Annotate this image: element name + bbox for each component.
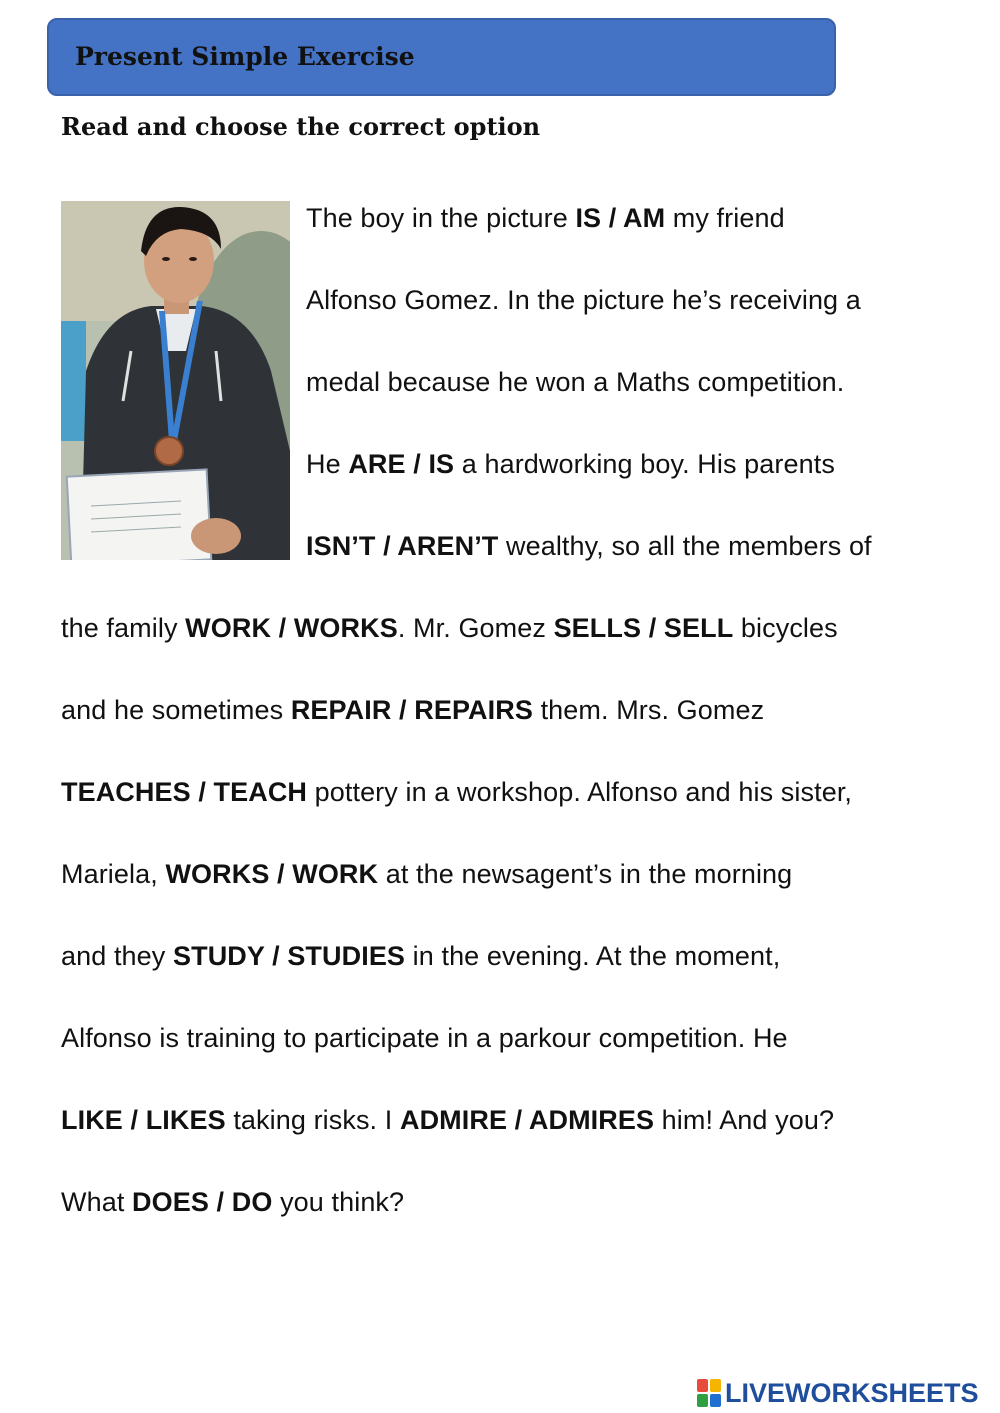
paragraph-line: What DOES / DO you think?: [61, 1187, 405, 1217]
instruction-heading: Read and choose the correct option: [61, 112, 541, 141]
brand-name: LIVEWORKSHEETS: [725, 1377, 979, 1408]
choice-option[interactable]: WORKS / WORK: [165, 859, 379, 889]
choice-option[interactable]: ADMIRE / ADMIRES: [399, 1105, 655, 1135]
choice-option[interactable]: IS / AM: [575, 203, 666, 233]
paragraph-line: Alfonso is training to participate in a parkour competition. He: [61, 1023, 788, 1053]
paragraph-line: LIKE / LIKES taking risks. I ADMIRE / ADMIRES him! And you?: [61, 1105, 835, 1135]
paragraph-line: the family WORK / WORKS. Mr. Gomez SELLS / SELL bicycles: [61, 613, 838, 643]
liveworksheets-logo-icon: [697, 1379, 721, 1407]
page-title: Present Simple Exercise: [75, 42, 415, 71]
choice-option[interactable]: WORK / WORKS: [185, 613, 398, 643]
choice-option[interactable]: STUDY / STUDIES: [173, 941, 406, 971]
paragraph-line: Mariela, WORKS / WORK at the newsagent’s in the morning: [61, 859, 793, 889]
paragraph-line: He ARE / IS a hardworking boy. His parents: [306, 449, 835, 479]
choice-option[interactable]: LIKE / LIKES: [61, 1105, 226, 1135]
liveworksheets-logo: [697, 1376, 979, 1410]
paragraph-line: The boy in the picture IS / AM my friend: [306, 203, 785, 233]
choice-option[interactable]: ARE / IS: [348, 449, 455, 479]
paragraph-line: TEACHES / TEACH pottery in a workshop. Alfonso and his sister,: [61, 777, 853, 807]
choice-option[interactable]: DOES / DO: [132, 1187, 273, 1217]
choice-option[interactable]: REPAIR / REPAIRS: [290, 695, 533, 725]
choice-option[interactable]: ISN’T / AREN’T: [306, 531, 499, 561]
paragraph-line: ISN’T / AREN’T wealthy, so all the members of: [306, 531, 872, 561]
choice-option[interactable]: TEACHES / TEACH: [61, 777, 308, 807]
paragraph-line: Alfonso Gomez. In the picture he’s receiving a: [306, 285, 861, 315]
paragraph-line: and they STUDY / STUDIES in the evening. At the moment,: [61, 941, 781, 971]
paragraph-line: medal because he won a Maths competition.: [306, 367, 845, 397]
paragraph-line: and he sometimes REPAIR / REPAIRS them. Mrs. Gomez: [61, 695, 765, 725]
choice-option[interactable]: SELLS / SELL: [553, 613, 734, 643]
